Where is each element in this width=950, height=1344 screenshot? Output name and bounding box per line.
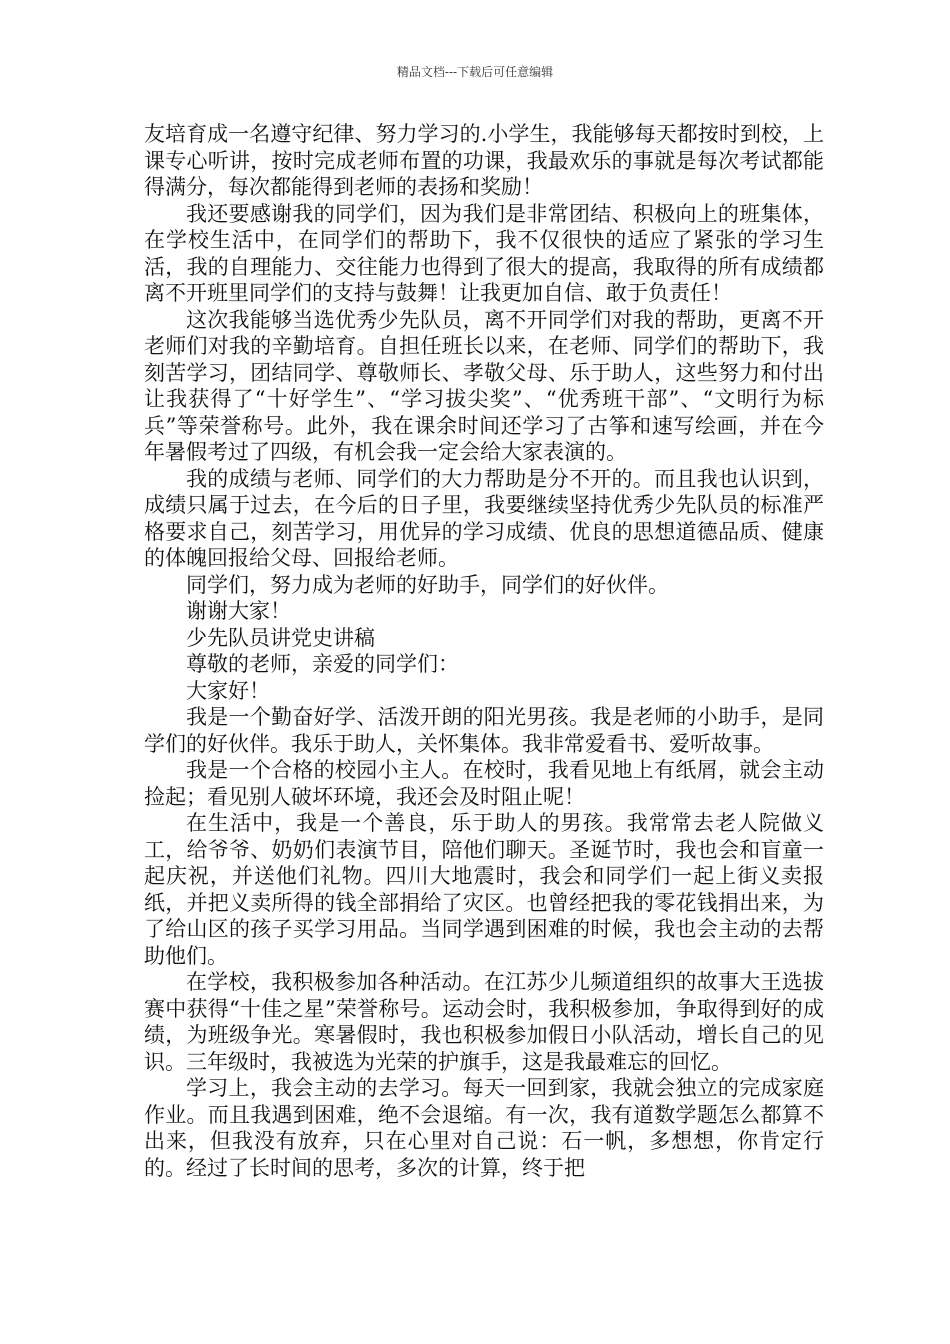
paragraph: 我的成绩与老师、同学们的大力帮助是分不开的。而且我也认识到，成绩只属于过去，在今后的日子里，我要继续坚持优秀少先队员的标准严格要求自己，刻苦学习，用优异的学习成绩、优良的思想道德品质、健康的体魄回报给父母、回报给老师。 bbox=[144, 466, 824, 570]
paragraph: 我是一个合格的校园小主人。在校时，我看见地上有纸屑，就会主动捡起；看见别人破坏环境，我还会及时阻止呢！ bbox=[144, 758, 824, 809]
paragraph: 在学校，我积极参加各种活动。在江苏少儿频道组织的故事大王选拔赛中获得“十佳之星”荣誉称号。运动会时，我积极参加，争取得到好的成绩，为班级争光。寒暑假时，我也积极参加假日小队活动，增长自己的见识。三年级时，我被选为光荣的护旗手，这是我最难忘的回忆。 bbox=[144, 970, 824, 1074]
paragraph: 在生活中，我是一个善良，乐于助人的男孩。我常常去老人院做义工，给爷爷、奶奶们表演节目，陪他们聊天。圣诞节时，我也会和盲童一起庆祝，并送他们礼物。四川大地震时，我会和同学们一起上街义卖报纸，并把义卖所得的钱全部捐给了灾区。也曾经把我的零花钱捐出来，为了给山区的孩子买学习用品。当同学遇到困难的时候，我也会主动的去帮助他们。 bbox=[144, 811, 824, 968]
page-header: 精品文档---下载后可任意编辑 bbox=[396, 65, 554, 79]
paragraph: 这次我能够当选优秀少先队员，离不开同学们对我的帮助，更离不开老师们对我的辛勤培育。自担任班长以来，在老师、同学们的帮助下，我刻苦学习，团结同学、尊敬师长、孝敬父母、乐于助人，这些努力和付出让我获得了“十好学生”、“学习拔尖奖”、“优秀班干部”、“文明行为标兵”等荣誉称号。此外，我在课余时间还学习了古筝和速写绘画，并在今年暑假考过了四级，有机会我一定会给大家表演的。 bbox=[144, 307, 824, 464]
document-body bbox=[144, 121, 824, 1181]
section-heading: 少先队员讲党史讲稿 bbox=[186, 625, 375, 650]
greeting: 大家好！ bbox=[186, 678, 270, 703]
paragraph: 友培育成一名遵守纪律、努力学习的.小学生，我能够每天都按时到校，上课专心听讲，按时完成老师布置的功课，我最欢乐的事就是每次考试都能得满分，每次都能得到老师的表扬和奖励！ bbox=[144, 122, 824, 199]
paragraph: 谢谢大家！ bbox=[186, 599, 291, 623]
paragraph: 学习上，我会主动的去学习。每天一回到家，我就会独立的完成家庭作业。而且我遇到困难，绝不会退缩。有一次，我有道数学题怎么都算不出来，但我没有放弃，只在心里对自己说：石一帆，多想想，你肯定行的。经过了长时间的思考，多次的计算，终于把 bbox=[144, 1076, 824, 1180]
paragraph: 我是一个勤奋好学、活泼开朗的阳光男孩。我是老师的小助手，是同学们的好伙伴。我乐于助人，关怀集体。我非常爱看书、爱听故事。 bbox=[144, 705, 824, 756]
paragraph: 同学们，努力成为老师的好助手，同学们的好伙伴。 bbox=[186, 572, 669, 597]
paragraph: 我还要感谢我的同学们，因为我们是非常团结、积极向上的班集体，在学校生活中，在同学们的帮助下，我不仅很快的适应了紧张的学习生活，我的自理能力、交往能力也得到了很大的提高，我取得的所有成绩都离不开班里同学们的支持与鼓舞！让我更加自信、敢于负责任！ bbox=[144, 201, 824, 305]
salutation: 尊敬的老师，亲爱的同学们： bbox=[186, 652, 459, 676]
